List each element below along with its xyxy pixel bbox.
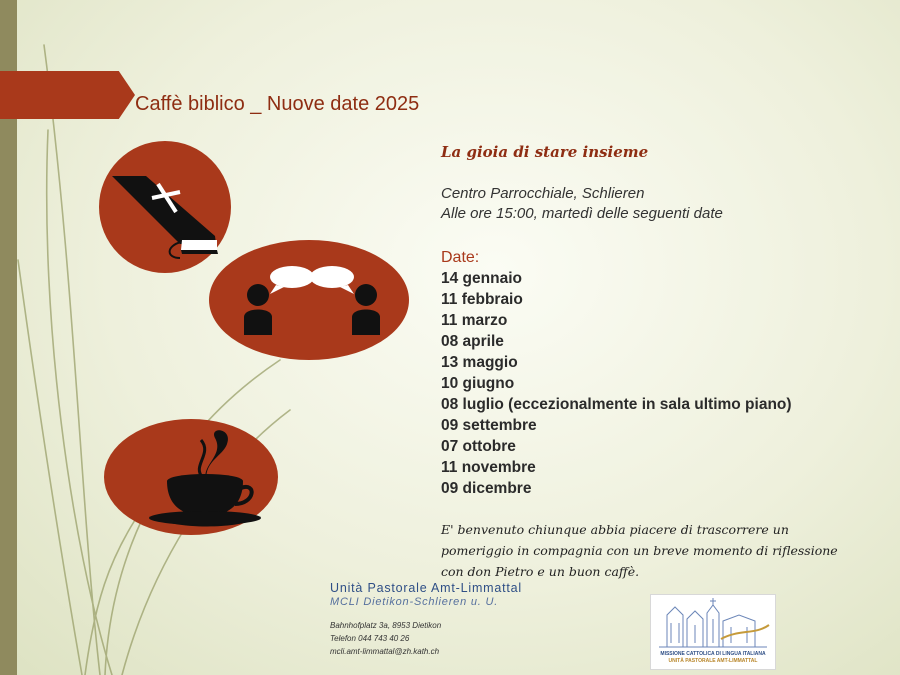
mission-logo — [650, 594, 776, 670]
tagline: La gioia di stare insieme — [441, 143, 649, 161]
dates-list — [441, 268, 792, 499]
date-item: 14 gennaio — [441, 270, 522, 287]
date-item: 08 aprile — [441, 333, 504, 350]
logo-line-1: MISSIONE CATTOLICA DI LINGUA ITALIANA — [660, 651, 766, 657]
coffee-cup-icon — [103, 418, 279, 536]
date-item: 08 luglio (eccezionalmente in sala ultimo piano) — [441, 396, 792, 413]
welcome-line: pomeriggio in compagnia con un breve momento di riflessione — [441, 543, 838, 558]
date-item: 13 maggio — [441, 354, 518, 371]
venue-info — [441, 184, 723, 224]
date-item: 11 febbraio — [441, 291, 523, 308]
date-item: 07 ottobre — [441, 438, 516, 455]
date-item: 09 settembre — [441, 417, 537, 434]
contact-phone: Telefon 044 743 40 26 — [330, 634, 410, 643]
dates-heading: Date: — [441, 249, 480, 266]
welcome-line: con don Pietro e un buon caffè. — [441, 564, 640, 579]
date-item: 09 dicembre — [441, 480, 532, 497]
venue-time: Alle ore 15:00, martedì delle seguenti date — [441, 205, 723, 222]
date-item: 11 marzo — [441, 312, 508, 329]
welcome-line: E' benvenuto chiunque abbia piacere di trascorrere un — [441, 522, 789, 537]
title-arrow-banner — [0, 71, 135, 119]
date-item: 10 giugno — [441, 375, 515, 392]
organization-name: Unità Pastorale Amt-Limmattal — [330, 581, 523, 595]
logo-line-2: UNITÀ PASTORALE AMT-LIMMATTAL — [668, 658, 758, 664]
church-outline-icon — [651, 595, 775, 651]
contact-info — [330, 619, 441, 658]
organization-block — [330, 581, 522, 608]
organization-subtitle: MCLI Dietikon-Schlieren u. U. — [330, 596, 499, 608]
page-title: Caffè biblico _ Nuove date 2025 — [135, 93, 420, 115]
contact-address: Bahnhofplatz 3a, 8953 Dietikon — [330, 621, 442, 630]
welcome-message — [441, 519, 891, 582]
venue-location: Centro Parrocchiale, Schlieren — [441, 185, 645, 202]
date-item: 11 novembre — [441, 459, 536, 476]
contact-email: mcli.amt-limmattal@zh.kath.ch — [330, 647, 440, 656]
conversation-icon — [208, 239, 410, 361]
